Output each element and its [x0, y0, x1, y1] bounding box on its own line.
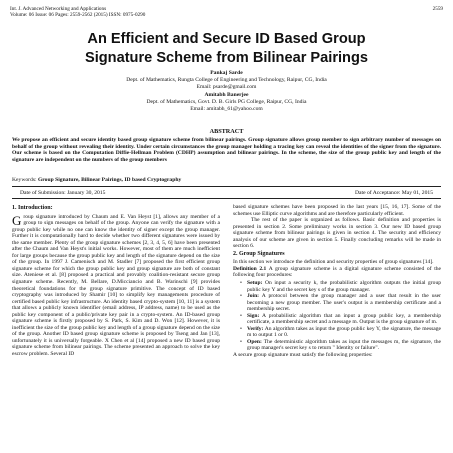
submission-date: Date of Submission: January 30, 2015	[20, 190, 106, 196]
author-email[interactable]: Email: psarde@gmail.com	[196, 84, 257, 91]
page-number: 2559	[432, 6, 443, 12]
keywords	[12, 177, 441, 184]
list-text: On input a security k, the probabilistic algorithm outputs the initial group public key Y and the secret key s of the group manager.	[247, 280, 441, 293]
title-line-2: Signature Scheme from Bilinear Pairings	[84, 50, 369, 66]
list-text: The deterministic algorithm takes as input the messages m, the signature, the group manager's secret key s to return " Identity or failure".	[247, 338, 441, 352]
title-line-1: An Efficient and Secure ID Based Group	[87, 31, 366, 47]
definition-label: Definition 2.1	[233, 265, 267, 272]
author-block	[0, 70, 453, 113]
list-text: An algorithm takes as input the group public key Y, the signature, the message m to output 1 or 0.	[247, 325, 441, 339]
drop-cap: G	[12, 212, 22, 228]
author-email[interactable]: Email: amitabh_61@yahoo.com	[190, 106, 263, 113]
list-term: Open:	[247, 338, 262, 345]
paper-title	[0, 30, 453, 68]
bullet-icon: •	[240, 312, 242, 319]
intro-paragraph	[12, 214, 220, 358]
bullet-icon: •	[240, 280, 242, 287]
running-header	[10, 6, 443, 18]
bullet-icon: •	[240, 293, 242, 300]
divider	[12, 198, 441, 199]
list-term: Verify:	[247, 325, 264, 332]
list-item	[240, 325, 441, 339]
keywords-text: Group Signature, Bilinear Pairings, ID based Cryptography	[37, 177, 182, 183]
list-text: A probabilistic algorithm that an input a group public key, a membership certificate, a membership secret and a message m. Output is the group signature of m.	[247, 312, 441, 326]
bullet-icon: •	[240, 325, 242, 332]
acceptance-date: Date of Acceptance: May 01, 2015	[355, 190, 433, 196]
volume-line: Volume: 06 Issue: 06 Pages: 2559-2562 (2015) ISSN: 0975-0290	[10, 12, 146, 18]
paragraph: In this section we introduce the definition and security properties of group signatures [14].	[233, 259, 434, 266]
bullet-icon: •	[240, 338, 242, 345]
definition	[233, 266, 441, 279]
paragraph: A secure group signature must satisfy the following properties:	[233, 352, 373, 359]
paragraph: based signature schemes have been proposed in the last years [15, 16, 17]. Some of the schemes use Elliptic curve algorithms and are therefore particularly efficient.	[233, 204, 441, 217]
list-term: Join:	[247, 293, 260, 300]
journal-name: Int. J. Advanced Networking and Applications	[10, 6, 107, 12]
abstract-heading: ABSTRACT	[209, 128, 244, 135]
list-item	[240, 338, 441, 352]
list-term: Sign:	[247, 312, 260, 319]
dates-row	[20, 190, 433, 196]
author-affiliation: Dept. of Mathematics, Rungta College of Engineering and Technology, Raipur, CG, India	[126, 77, 327, 84]
abstract-text: We propose an efficient and secure identity based group signature scheme from bilinear pairings. Group signature allows group member to sign arbitrary number of messages on behalf of the group without revealing their identity. Under certain circumstances the group manager holding a tracing key can reveal the identities of the signer from the signature. Our scheme is based on the Computation Diffie-Hellman Problem (CDHP) assumption and bilinear pairings. In the scheme, the size of the group public key and length of the signature are independent on the numbers of the group members	[12, 137, 441, 163]
list-item	[240, 293, 441, 313]
list-item	[240, 280, 441, 293]
left-column	[12, 204, 220, 358]
section-heading: 1. Introduction:	[12, 205, 53, 211]
definition-text: A group signature scheme is a digital signature scheme consisted of the following four procedures:	[233, 265, 441, 279]
author-affiliation: Dept. of Mathematics, Govt. D. B. Girls PG College, Raipur, CG, India	[146, 98, 307, 105]
procedure-list	[233, 280, 441, 352]
keywords-label: Keywords:	[12, 177, 37, 183]
list-text: A protocol between the group manager and a user that result in the user becoming a new group member. The user's output is a membership certificate and a membership secret.	[247, 293, 441, 313]
paragraph: The rest of the paper is organized as follows. Basic definition and properties is presented in section 2. Some preliminary works in section 3. Our new ID based group signature scheme from bilinear pairings is given in section 4. The security and efficiency analysis of our scheme are given in section 5. Finally concluding remarks will be made in section 6.	[233, 217, 441, 250]
list-item	[240, 312, 441, 326]
right-column	[233, 204, 441, 359]
author-name: Pankaj Sarde	[210, 70, 243, 76]
intro-text: roup signature introduced by Chaum and E. Van Heyst [1], allows any member of a group to sign messages on behalf of the group. Anyone can verify the signature with a group public key while no one can know the identity of signer except the group manager. Further it is computationally hard to decide whether two different signatures were issued by the same member. Plenty of the group signature schemes [2, 3, 4, 5, 6] have been presented after the Chaum and Van Heyst's initial works. However, most of them are much inefficient for large groups because the group public key and length of the signature depend on the size of the group. In 1997 J. Camenisch and M. Stadler [7] proposed the first efficient group signature scheme for which the group public key and group signature are both of constant size. Ateniese et al. [8] proposed a practical and provably coalition-resistant secure group signature scheme. Recently, M. Bellare, D.Micciancio and B. Warinschi [9] provides theoretical foundations for the group signature primitive. The concept of ID based cryptography was introduced by Shamir [10] to simplify key managements procedure of certified based public key infrastructure. An identity based crypto-system [10, 11] is a system that allows a publicly known identifier (email address, IP address, name) to be used as the public key component of a public/private key pair in a crypto-system. An ID-based group signature scheme is firstly proposed by S. Park, S. Kim and D. Won [12]. However, it is inefficient the size of the group public key and length of a group signature depend on the size of the group. Another ID based group signature scheme is proposed by Tseng and Jan [13], unfortunately it is universally forgeable. X Chen et al [14] proposed a new ID based group signature scheme from bilinear pairings. The scheme presented an approach to solve the key escrow problem. Several ID	[12, 213, 220, 358]
section-heading: 2. Group Signatures	[233, 250, 285, 257]
list-term: Setup:	[247, 280, 263, 287]
author-name: Amitabh Banerjee	[204, 91, 249, 98]
divider	[12, 186, 441, 187]
